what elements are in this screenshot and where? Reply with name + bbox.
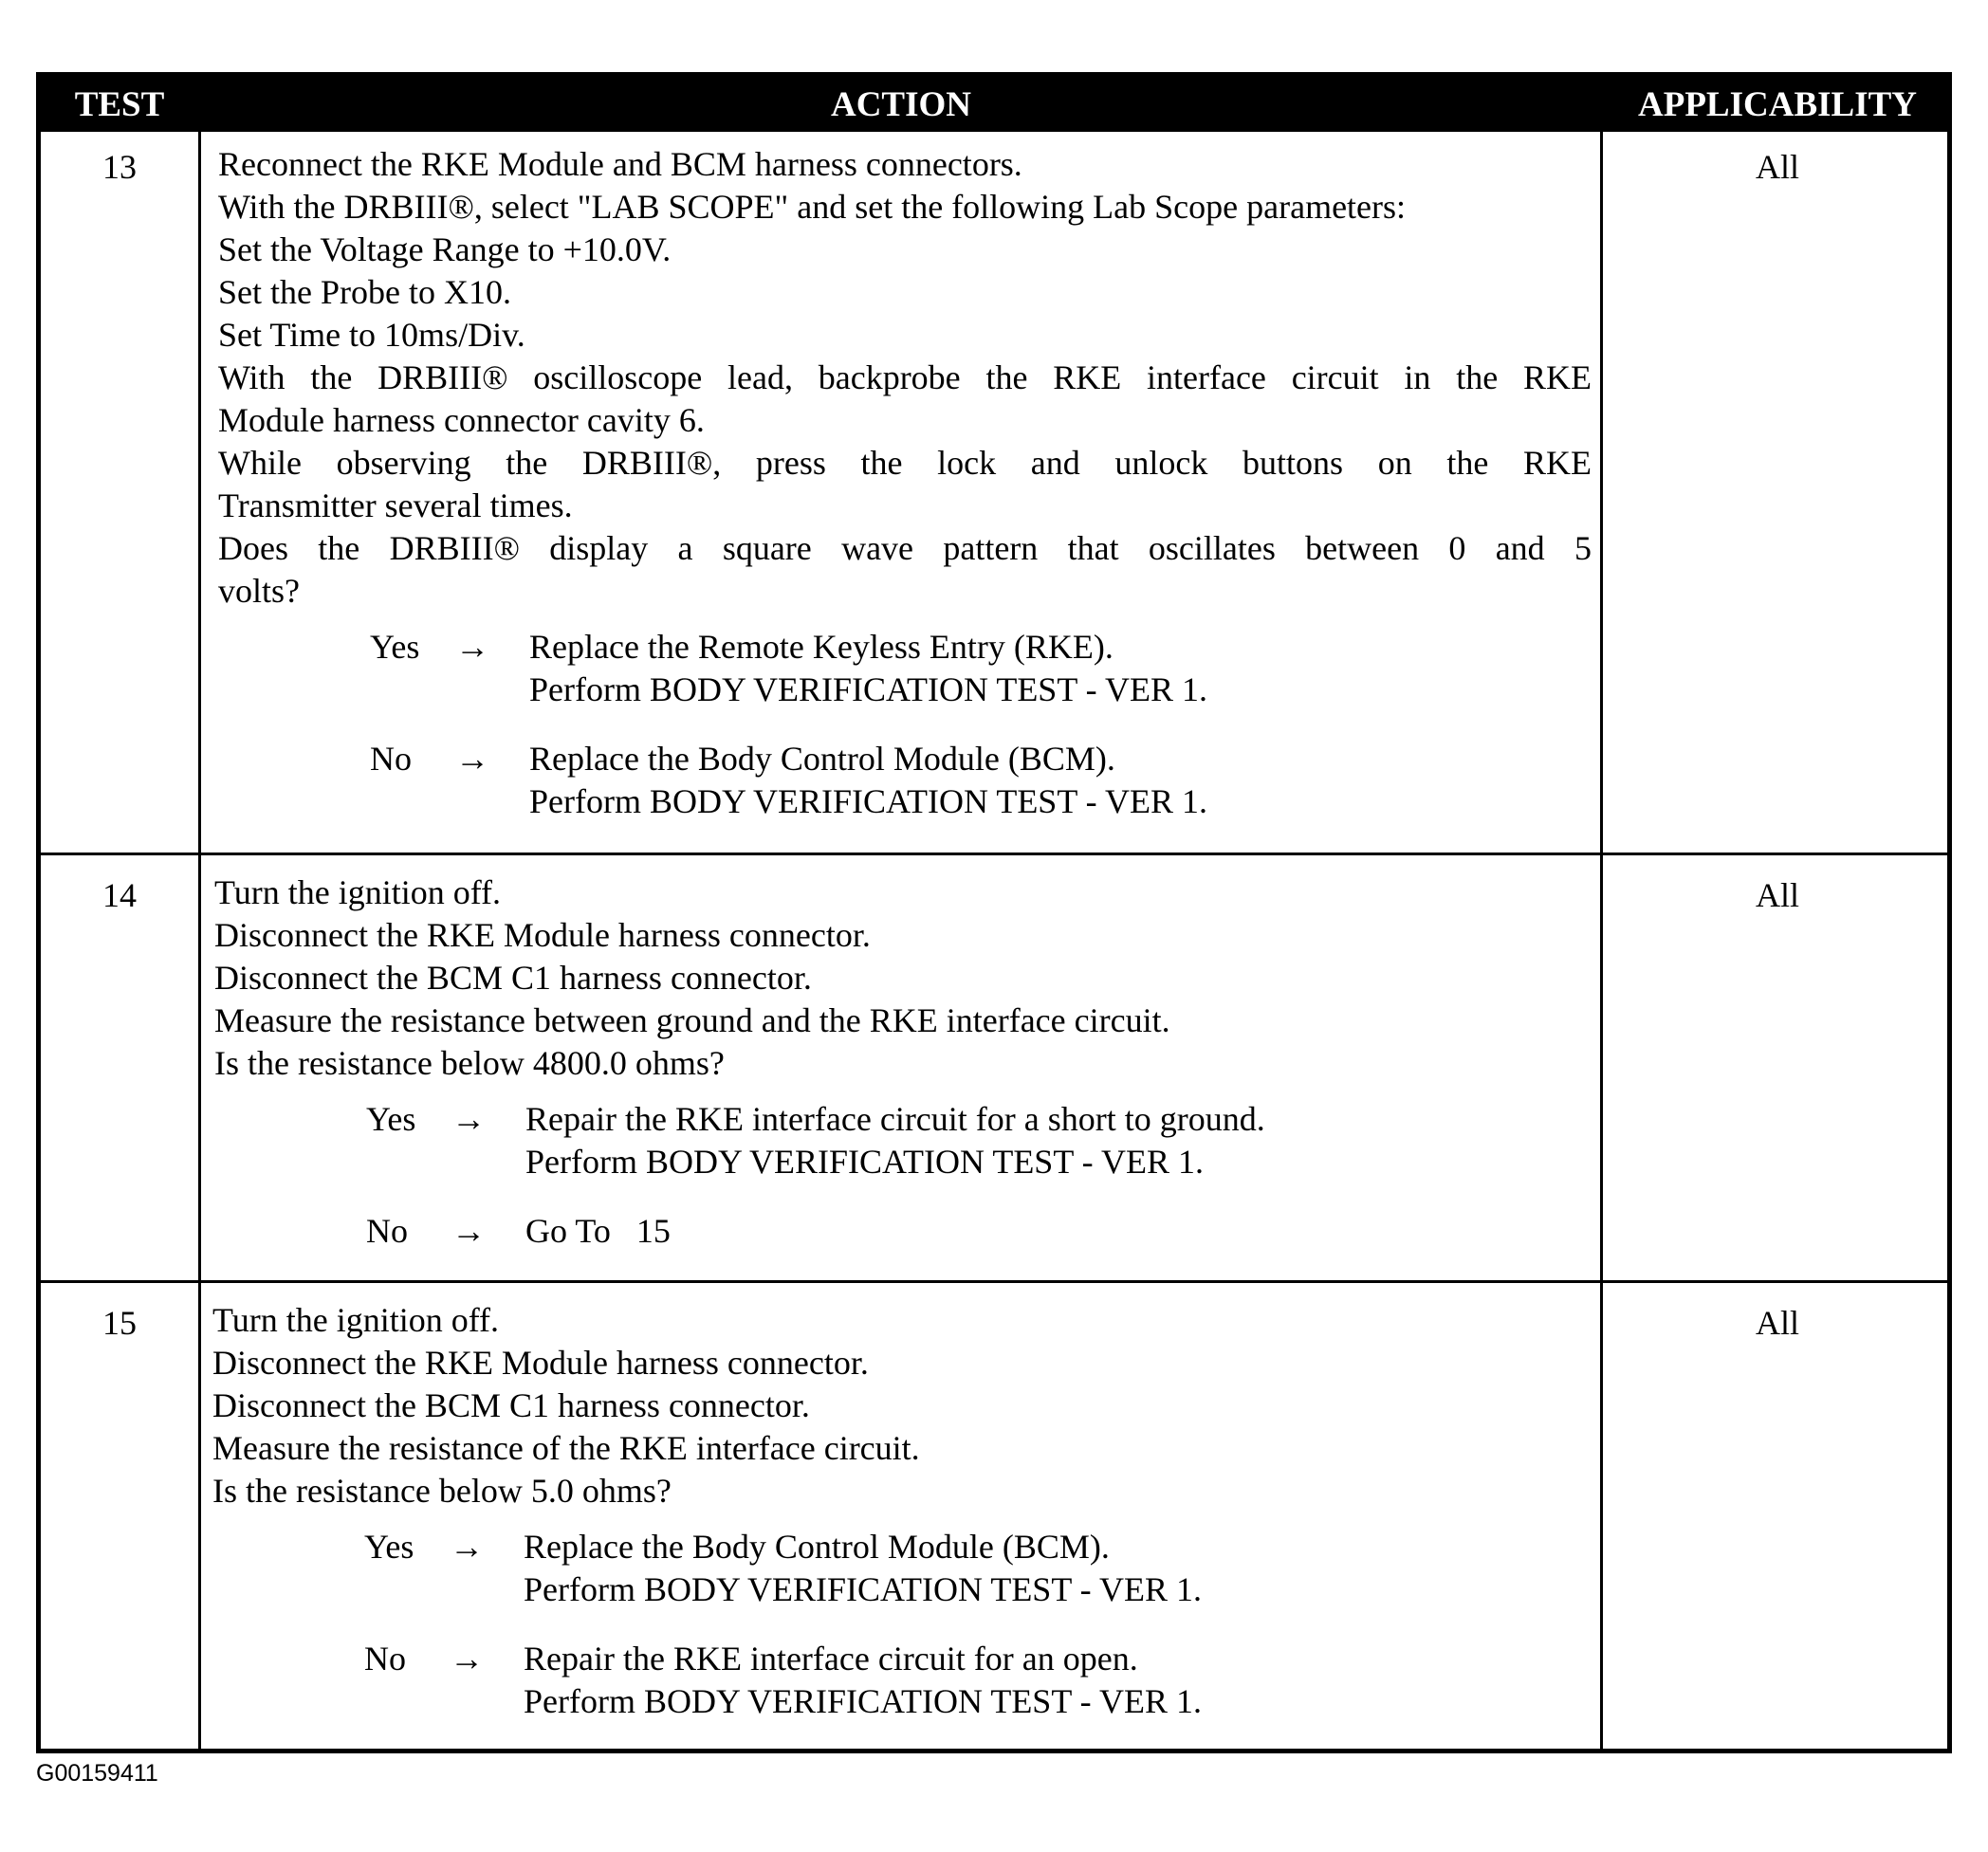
result-line: Replace the Body Control Module (BCM). <box>529 740 1115 778</box>
action-line: Measure the resistance of the RKE interface circuit. <box>212 1429 920 1467</box>
action-cell <box>218 143 1592 823</box>
outcome-list <box>370 626 1592 823</box>
outcome-no <box>366 1210 1588 1253</box>
outcome-result <box>529 738 1207 823</box>
action-line: Turn the ignition off. <box>212 1301 500 1339</box>
action-line: volts? <box>218 572 300 610</box>
action-line: Module harness connector cavity 6. <box>218 401 705 439</box>
header-test: TEST <box>74 85 165 124</box>
action-line: Disconnect the RKE Module harness connector. <box>214 916 871 954</box>
outcome-no <box>364 1638 1586 1723</box>
column-divider <box>198 132 201 1749</box>
action-line: Measure the resistance between ground and the RKE interface circuit. <box>214 1001 1170 1039</box>
action-line: Is the resistance below 4800.0 ohms? <box>214 1044 725 1082</box>
goto-link[interactable]: Go To 15 <box>525 1212 671 1250</box>
test-number: 15 <box>102 1304 137 1342</box>
action-line: Set the Probe to X10. <box>218 273 511 311</box>
result-line: Repair the RKE interface circuit for a short to ground. <box>525 1100 1265 1138</box>
result-line: Perform BODY VERIFICATION TEST - VER 1. <box>524 1682 1203 1720</box>
column-divider <box>1600 132 1603 1749</box>
header-action: ACTION <box>830 85 972 124</box>
answer-label: Yes <box>370 628 420 666</box>
result-line: Perform BODY VERIFICATION TEST - VER 1. <box>524 1570 1203 1608</box>
action-line: Set the Voltage Range to +10.0V. <box>218 230 672 268</box>
action-line: Set Time to 10ms/Div. <box>218 316 525 354</box>
action-line: Disconnect the BCM C1 harness connector. <box>212 1386 810 1424</box>
answer-label: No <box>366 1212 408 1250</box>
outcome-yes <box>364 1526 1586 1611</box>
arrow-icon: → <box>455 628 489 666</box>
action-line: While observing the DRBIII®, press the lock and unlock buttons on the RKE <box>218 444 1592 482</box>
applicability-value: All <box>1755 1304 1799 1342</box>
diagnostic-test-table <box>36 72 1952 1753</box>
test-number: 13 <box>102 148 137 186</box>
outcome-result <box>524 1526 1202 1611</box>
result-line: Perform BODY VERIFICATION TEST - VER 1. <box>525 1143 1205 1181</box>
action-line: Disconnect the BCM C1 harness connector. <box>214 959 812 997</box>
action-line: Disconnect the RKE Module harness connector. <box>212 1344 869 1382</box>
action-line: Turn the ignition off. <box>214 873 502 911</box>
arrow-icon: → <box>450 1528 484 1566</box>
figure-id: G00159411 <box>36 1760 158 1787</box>
arrow-icon: → <box>451 1100 486 1138</box>
outcome-list <box>366 1098 1588 1253</box>
table-header <box>41 77 1947 132</box>
arrow-icon: → <box>451 1212 486 1250</box>
action-line: With the DRBIII® oscilloscope lead, backprobe the RKE interface circuit in the RKE <box>218 358 1592 396</box>
action-line: Does the DRBIII® display a square wave pattern that oscillates between 0 and 5 <box>218 529 1592 567</box>
result-line: Perform BODY VERIFICATION TEST - VER 1. <box>529 670 1208 708</box>
row-divider <box>41 1280 1947 1283</box>
action-line: Reconnect the RKE Module and BCM harness connectors. <box>218 145 1022 183</box>
applicability-value: All <box>1755 876 1799 914</box>
outcome-no <box>370 738 1592 823</box>
outcome-list <box>364 1526 1586 1723</box>
outcome-result <box>524 1638 1202 1723</box>
answer-label: No <box>370 740 412 778</box>
action-cell <box>212 1299 1586 1723</box>
result-line: Replace the Remote Keyless Entry (RKE). <box>529 628 1114 666</box>
action-line: Is the resistance below 5.0 ohms? <box>212 1472 672 1510</box>
outcome-result <box>525 1098 1265 1183</box>
arrow-icon: → <box>450 1640 484 1678</box>
answer-label: No <box>364 1640 406 1678</box>
outcome-yes <box>366 1098 1588 1183</box>
outcome-result <box>525 1210 671 1253</box>
applicability-value: All <box>1755 148 1799 186</box>
action-line: Transmitter several times. <box>218 486 573 524</box>
action-line: With the DRBIII®, select "LAB SCOPE" and set the following Lab Scope parameters: <box>218 188 1407 226</box>
result-line: Repair the RKE interface circuit for an open. <box>524 1640 1138 1678</box>
arrow-icon: → <box>455 740 489 778</box>
result-line: Replace the Body Control Module (BCM). <box>524 1528 1110 1566</box>
action-cell <box>214 871 1588 1253</box>
answer-label: Yes <box>364 1528 414 1566</box>
outcome-yes <box>370 626 1592 711</box>
outcome-result <box>529 626 1207 711</box>
header-applicability: APPLICABILITY <box>1638 85 1917 124</box>
row-divider <box>41 853 1947 855</box>
test-number: 14 <box>102 876 137 914</box>
result-line: Perform BODY VERIFICATION TEST - VER 1. <box>529 782 1208 820</box>
answer-label: Yes <box>366 1100 416 1138</box>
